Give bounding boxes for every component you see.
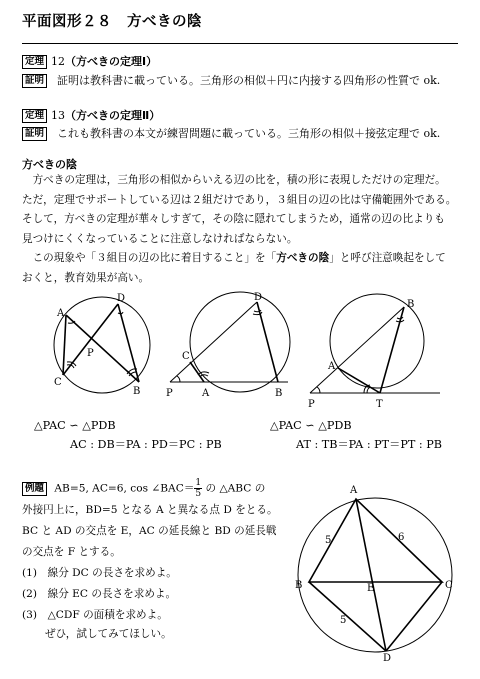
- theorem-badge: 定理: [22, 109, 47, 123]
- proof-badge: 証明: [22, 74, 47, 88]
- example-line: 外接円上に，BD=5 となる A と異なる点 D をとる。: [22, 503, 278, 516]
- example-length-ab: 5: [325, 535, 332, 546]
- page-title: 平面図形２８ 方べきの陰: [22, 14, 202, 30]
- example-badge: 例題: [22, 482, 47, 496]
- left-caption-similarity: △PAC ∽ △PDB: [34, 419, 116, 432]
- proof-13: [22, 125, 440, 141]
- example-text: AB=5, AC=6, cos ∠BAC＝: [54, 482, 195, 495]
- paragraph-line: そして，方べきの定理が華々しすぎて，その陰に隠れてしまうため，通常の辺の比よりも: [22, 213, 445, 225]
- cos-fraction: [194, 478, 202, 499]
- fraction-denominator: 5: [195, 489, 202, 499]
- example-label-b: B: [295, 580, 303, 591]
- section-paragraph: [22, 171, 472, 288]
- theorem-12: [22, 53, 157, 69]
- example-text: の △ABC の: [202, 482, 266, 495]
- emphasis-term: 方べきの陰: [276, 252, 330, 264]
- fig2-label-d: D: [254, 292, 263, 303]
- example-length-bd: 5: [340, 615, 347, 626]
- example-label-e: E: [367, 583, 375, 594]
- example-problem: [22, 478, 297, 626]
- proof-text: これも教科書の本文が練習問題に載っている。三角形の相似＋接弦定理で ok.: [57, 127, 441, 140]
- section-heading: 方べきの陰: [22, 158, 77, 171]
- paragraph-line: 方べきの定理は，三角形の相似からいえる辺の比を，積の形に表現しただけの定理だ。: [22, 174, 446, 186]
- paragraph-line: おくと，教育効果が高い。: [22, 271, 150, 284]
- theorem-badge: 定理: [22, 55, 47, 69]
- question-item: [22, 584, 297, 605]
- closing-text: ぜひ，試してみてほしい。: [45, 628, 172, 640]
- proof-text: 証明は教科書に載っている。三角形の相似＋円に内接する四角形の性質で ok.: [57, 74, 441, 87]
- fig3-label-b: B: [407, 299, 415, 310]
- question-text: 線分 EC の長さを求めよ。: [47, 587, 177, 600]
- theorem-name: （方べきの定理Ⅰ）: [65, 55, 158, 68]
- example-label-a: A: [350, 485, 358, 496]
- fig3-label-t: T: [376, 399, 383, 410]
- fig3-label-p: P: [308, 399, 315, 410]
- paragraph-line: [22, 249, 472, 269]
- title-rule: [22, 43, 458, 44]
- fig1-label-b: B: [133, 386, 141, 397]
- question-item: [22, 605, 297, 626]
- example-line: BC と AD の交点を E，AC の延長線と BD の延長戦: [22, 524, 277, 537]
- figure-example-triangle: [292, 478, 472, 664]
- figure-intersecting-chords: [30, 288, 180, 408]
- fig3-label-a: A: [328, 361, 336, 372]
- fraction-numerator: 1: [195, 478, 202, 488]
- theorem-number: 13: [51, 109, 66, 122]
- figure-tangent-secant: [300, 293, 470, 413]
- theorem-name: （方べきの定理Ⅱ）: [65, 109, 161, 122]
- right-caption-similarity: △PAC ∽ △PDB: [270, 419, 352, 432]
- example-label-c: C: [445, 580, 453, 591]
- figure-secants: [160, 288, 310, 403]
- example-length-ac: 6: [398, 532, 405, 543]
- paragraph-text: この現象や「３組目の辺の比に着目すること」を「: [22, 252, 277, 264]
- theorem-number: 12: [51, 55, 66, 68]
- fig2-label-p: P: [166, 388, 173, 399]
- paragraph-line: ただ，定理でサポートしている辺は２組だけであり，３組目の辺の比は守備範囲外である。: [22, 193, 457, 206]
- proof-12: [22, 72, 440, 88]
- question-text: △CDF の面積を求めよ。: [47, 608, 168, 621]
- fig1-label-c: C: [54, 377, 62, 388]
- question-item: [22, 563, 297, 584]
- fig1-label-d: D: [117, 293, 126, 304]
- fig2-label-c: C: [182, 351, 190, 362]
- paragraph-line: 見つけにくくなっていることに注意しなければならない。: [22, 232, 298, 245]
- fig2-label-a: A: [202, 388, 210, 399]
- example-label-d: D: [383, 653, 392, 664]
- right-caption-ratio: AT : TB＝PA : PT＝PT : PB: [296, 438, 442, 451]
- example-line: の交点を F とする。: [22, 545, 121, 558]
- example-first-line: [22, 478, 297, 500]
- left-caption-ratio: AC : DB＝PA : PD＝PC : PB: [70, 438, 222, 451]
- proof-badge: 証明: [22, 127, 47, 141]
- fig1-label-a: A: [57, 308, 65, 319]
- fig2-label-b: B: [275, 388, 283, 399]
- question-number: (3): [22, 608, 38, 621]
- question-number: (1): [22, 566, 38, 579]
- question-number: (2): [22, 587, 38, 600]
- theorem-13: [22, 107, 160, 123]
- question-text: 線分 DC の長さを求めよ。: [47, 566, 177, 579]
- fig1-label-p: P: [87, 348, 94, 359]
- paragraph-text: 」と呼び注意喚起をして: [329, 252, 446, 264]
